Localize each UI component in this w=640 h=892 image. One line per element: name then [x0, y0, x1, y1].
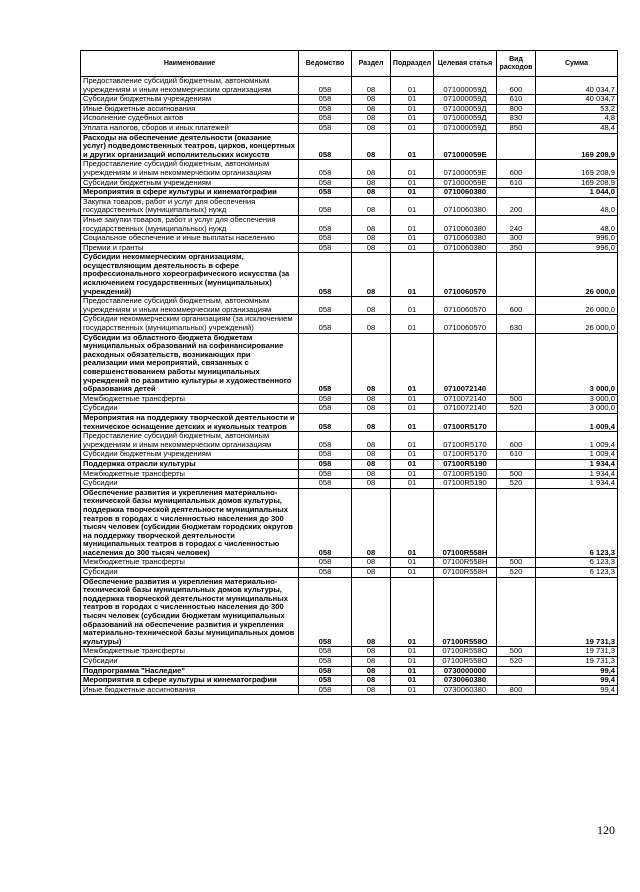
row-article-cell: 0730060380 [434, 676, 497, 686]
row-exp-type-cell: 600 [497, 77, 536, 95]
row-sum-cell: 996,0 [536, 243, 618, 253]
row-exp-type-cell: 600 [497, 160, 536, 178]
row-name-cell: Предоставление субсидий бюджетным, автономным учреждениям и иным некоммерческим организациям [81, 432, 299, 450]
row-dept-cell: 058 [299, 666, 352, 676]
row-section-cell: 08 [352, 676, 391, 686]
row-name-cell: Межбюджетные трансферты [81, 394, 299, 404]
row-exp-type-cell: 350 [497, 243, 536, 253]
row-section-cell: 08 [352, 104, 391, 114]
row-subsection-cell: 01 [391, 432, 434, 450]
row-article-cell: 0710072140 [434, 404, 497, 414]
row-sum-cell: 26 000,0 [536, 315, 618, 333]
row-subsection-cell: 01 [391, 243, 434, 253]
row-sum-cell: 1 934,4 [536, 469, 618, 479]
row-sum-cell: 19 731,3 [536, 647, 618, 657]
row-name-cell: Закупка товаров, работ и услуг для обеспечения государственных (муниципальных) нужд [81, 197, 299, 215]
row-dept-cell: 058 [299, 253, 352, 297]
row-section-cell: 08 [352, 315, 391, 333]
row-subsection-cell: 01 [391, 685, 434, 695]
row-article-cell: 07100R5170 [434, 413, 497, 431]
row-dept-cell: 058 [299, 685, 352, 695]
row-name-cell: Социальное обеспечение и иные выплаты населению [81, 234, 299, 244]
row-article-cell: 0710060380 [434, 215, 497, 233]
row-subsection-cell: 01 [391, 77, 434, 95]
row-dept-cell: 058 [299, 647, 352, 657]
row-name-cell: Предоставление субсидий бюджетным, автономным учреждениям и иным некоммерческим организациям [81, 160, 299, 178]
row-article-cell: 0710060380 [434, 234, 497, 244]
row-subsection-cell: 01 [391, 450, 434, 460]
row-section-cell: 08 [352, 297, 391, 315]
row-name-cell: Мероприятия в сфере культуры и кинематографии [81, 188, 299, 198]
row-name-cell: Обеспечение развития и укрепления материально-технической базы муниципальных домов культуры, поддержка творческой деятельности муниципальных театров в городах с численностью населения до 300 тысяч человек (субсидии бюджетам городских округов на поддержку творческой деятельности муниципальных театров в городах с численностью населения до 300 тысяч человек) [81, 488, 299, 558]
row-dept-cell: 058 [299, 215, 352, 233]
row-name-cell: Исполнение судебных актов [81, 114, 299, 124]
row-sum-cell: 1 009,4 [536, 450, 618, 460]
row-subsection-cell: 01 [391, 297, 434, 315]
row-exp-type-cell [497, 488, 536, 558]
row-sum-cell: 1 934,4 [536, 459, 618, 469]
row-article-cell: 07100R5190 [434, 459, 497, 469]
row-name-cell: Субсидии бюджетным учреждениям [81, 178, 299, 188]
row-subsection-cell: 01 [391, 404, 434, 414]
row-name-cell: Межбюджетные трансферты [81, 469, 299, 479]
column-header-subsection: Подраздел [391, 51, 434, 77]
table-row [81, 568, 618, 578]
row-dept-cell: 058 [299, 133, 352, 160]
row-section-cell: 08 [352, 666, 391, 676]
row-name-cell: Межбюджетные трансферты [81, 647, 299, 657]
row-section-cell: 08 [352, 243, 391, 253]
row-exp-type-cell: 520 [497, 568, 536, 578]
row-exp-type-cell: 520 [497, 404, 536, 414]
row-dept-cell: 058 [299, 394, 352, 404]
table-row [81, 133, 618, 160]
row-sum-cell: 53,2 [536, 104, 618, 114]
row-sum-cell: 48,0 [536, 197, 618, 215]
row-exp-type-cell [497, 333, 536, 394]
row-article-cell: 07100R5190 [434, 469, 497, 479]
row-article-cell: 07100R558Н [434, 558, 497, 568]
row-exp-type-cell: 520 [497, 657, 536, 667]
row-subsection-cell: 01 [391, 676, 434, 686]
table-row [81, 188, 618, 198]
row-exp-type-cell: 850 [497, 123, 536, 133]
row-article-cell: 0710060570 [434, 253, 497, 297]
row-section-cell: 08 [352, 77, 391, 95]
row-name-cell: Субсидии некоммерческим организациям, осуществляющим деятельность в сфере профессионального хореографического искусства (за исключением государственных (муниципальных) учреждений) [81, 253, 299, 297]
row-exp-type-cell: 600 [497, 297, 536, 315]
row-subsection-cell: 01 [391, 133, 434, 160]
row-sum-cell: 3 000,0 [536, 333, 618, 394]
table-row [81, 469, 618, 479]
row-section-cell: 08 [352, 253, 391, 297]
table-row [81, 197, 618, 215]
column-header-article: Целевая статья [434, 51, 497, 77]
row-sum-cell: 99,4 [536, 676, 618, 686]
row-article-cell: 0730000000 [434, 666, 497, 676]
row-subsection-cell: 01 [391, 333, 434, 394]
row-name-cell: Иные бюджетные ассигнования [81, 104, 299, 114]
row-exp-type-cell [497, 253, 536, 297]
row-article-cell: 071000059Д [434, 114, 497, 124]
table-row [81, 558, 618, 568]
row-sum-cell: 19 731,3 [536, 657, 618, 667]
row-name-cell: Субсидии [81, 568, 299, 578]
row-name-cell: Подпрограмма "Наследие" [81, 666, 299, 676]
row-subsection-cell: 01 [391, 568, 434, 578]
row-name-cell: Предоставление субсидий бюджетным, автономным учреждениям и иным некоммерческим организациям [81, 77, 299, 95]
row-exp-type-cell [497, 413, 536, 431]
column-header-name: Наименование [81, 51, 299, 77]
row-section-cell: 08 [352, 178, 391, 188]
row-section-cell: 08 [352, 450, 391, 460]
row-subsection-cell: 01 [391, 215, 434, 233]
row-dept-cell: 058 [299, 114, 352, 124]
row-subsection-cell: 01 [391, 234, 434, 244]
row-sum-cell: 1 009,4 [536, 413, 618, 431]
row-article-cell: 0710060380 [434, 188, 497, 198]
row-subsection-cell: 01 [391, 666, 434, 676]
row-exp-type-cell: 600 [497, 432, 536, 450]
table-row [81, 404, 618, 414]
row-dept-cell: 058 [299, 413, 352, 431]
row-name-cell: Субсидии [81, 657, 299, 667]
row-section-cell: 08 [352, 657, 391, 667]
row-article-cell: 0710072140 [434, 333, 497, 394]
row-sum-cell: 48,4 [536, 123, 618, 133]
row-sum-cell: 99,4 [536, 666, 618, 676]
row-subsection-cell: 01 [391, 394, 434, 404]
row-exp-type-cell: 500 [497, 394, 536, 404]
row-section-cell: 08 [352, 488, 391, 558]
row-exp-type-cell: 520 [497, 479, 536, 489]
row-article-cell: 07100R558О [434, 577, 497, 647]
table-row [81, 450, 618, 460]
row-sum-cell: 3 000,0 [536, 394, 618, 404]
row-section-cell: 08 [352, 568, 391, 578]
row-subsection-cell: 01 [391, 413, 434, 431]
row-sum-cell: 40 034,7 [536, 95, 618, 105]
row-dept-cell: 058 [299, 404, 352, 414]
row-sum-cell: 6 123,3 [536, 568, 618, 578]
row-article-cell: 0710060380 [434, 243, 497, 253]
table-row [81, 160, 618, 178]
row-dept-cell: 058 [299, 95, 352, 105]
row-subsection-cell: 01 [391, 459, 434, 469]
column-header-sum: Сумма [536, 51, 618, 77]
row-name-cell: Предоставление субсидий бюджетным, автономным учреждениям и иным некоммерческим организациям [81, 297, 299, 315]
row-section-cell: 08 [352, 469, 391, 479]
row-exp-type-cell: 200 [497, 197, 536, 215]
row-subsection-cell: 01 [391, 178, 434, 188]
table-row [81, 657, 618, 667]
row-name-cell: Поддержка отрасли культуры [81, 459, 299, 469]
row-sum-cell: 3 000,0 [536, 404, 618, 414]
row-section-cell: 08 [352, 558, 391, 568]
row-dept-cell: 058 [299, 178, 352, 188]
row-exp-type-cell: 610 [497, 178, 536, 188]
row-dept-cell: 058 [299, 568, 352, 578]
table-row [81, 234, 618, 244]
table-row [81, 243, 618, 253]
row-subsection-cell: 01 [391, 95, 434, 105]
table-row [81, 432, 618, 450]
row-exp-type-cell [497, 577, 536, 647]
table-row [81, 297, 618, 315]
row-dept-cell: 058 [299, 558, 352, 568]
row-sum-cell: 169 208,9 [536, 178, 618, 188]
row-subsection-cell: 01 [391, 577, 434, 647]
row-exp-type-cell: 630 [497, 315, 536, 333]
row-dept-cell: 058 [299, 197, 352, 215]
table-row [81, 459, 618, 469]
row-article-cell: 071000059Д [434, 95, 497, 105]
table-row [81, 178, 618, 188]
row-section-cell: 08 [352, 234, 391, 244]
table-row [81, 114, 618, 124]
row-dept-cell: 058 [299, 432, 352, 450]
row-sum-cell: 4,8 [536, 114, 618, 124]
row-subsection-cell: 01 [391, 104, 434, 114]
row-article-cell: 071000059Д [434, 104, 497, 114]
table-body [81, 77, 618, 695]
row-subsection-cell: 01 [391, 197, 434, 215]
row-name-cell: Субсидии бюджетным учреждениям [81, 450, 299, 460]
table-row [81, 488, 618, 558]
row-section-cell: 08 [352, 394, 391, 404]
row-section-cell: 08 [352, 577, 391, 647]
column-header-exp-type: Вид расходов [497, 51, 536, 77]
row-exp-type-cell [497, 133, 536, 160]
row-dept-cell: 058 [299, 577, 352, 647]
row-name-cell: Иные бюджетные ассигнования [81, 685, 299, 695]
row-dept-cell: 058 [299, 297, 352, 315]
row-sum-cell: 26 000,0 [536, 297, 618, 315]
row-exp-type-cell: 610 [497, 450, 536, 460]
row-article-cell: 07100R5170 [434, 432, 497, 450]
row-dept-cell: 058 [299, 243, 352, 253]
row-article-cell: 07100R558Н [434, 488, 497, 558]
row-exp-type-cell: 500 [497, 558, 536, 568]
row-sum-cell: 1 009,4 [536, 432, 618, 450]
row-article-cell: 071000059Е [434, 133, 497, 160]
row-dept-cell: 058 [299, 123, 352, 133]
row-dept-cell: 058 [299, 104, 352, 114]
row-subsection-cell: 01 [391, 469, 434, 479]
row-section-cell: 08 [352, 188, 391, 198]
row-exp-type-cell: 500 [497, 469, 536, 479]
row-article-cell: 07100R5170 [434, 450, 497, 460]
row-exp-type-cell: 500 [497, 647, 536, 657]
row-dept-cell: 058 [299, 450, 352, 460]
row-name-cell: Мероприятия в сфере культуры и кинематографии [81, 676, 299, 686]
row-dept-cell: 058 [299, 459, 352, 469]
row-name-cell: Субсидии бюджетным учреждениям [81, 95, 299, 105]
row-section-cell: 08 [352, 197, 391, 215]
column-header-section: Раздел [352, 51, 391, 77]
row-article-cell: 0730060380 [434, 685, 497, 695]
row-name-cell: Субсидии [81, 404, 299, 414]
row-sum-cell: 26 000,0 [536, 253, 618, 297]
row-subsection-cell: 01 [391, 647, 434, 657]
page-number: 120 [597, 823, 615, 837]
row-sum-cell: 1 044,0 [536, 188, 618, 198]
row-dept-cell: 058 [299, 188, 352, 198]
row-article-cell: 071000059Д [434, 77, 497, 95]
row-dept-cell: 058 [299, 234, 352, 244]
row-section-cell: 08 [352, 123, 391, 133]
row-dept-cell: 058 [299, 676, 352, 686]
row-sum-cell: 169 208,9 [536, 133, 618, 160]
row-article-cell: 0710072140 [434, 394, 497, 404]
row-name-cell: Субсидии [81, 479, 299, 489]
row-subsection-cell: 01 [391, 488, 434, 558]
row-subsection-cell: 01 [391, 315, 434, 333]
row-exp-type-cell [497, 188, 536, 198]
table-header-row [81, 51, 618, 77]
row-dept-cell: 058 [299, 657, 352, 667]
row-exp-type-cell [497, 666, 536, 676]
row-exp-type-cell: 800 [497, 685, 536, 695]
row-dept-cell: 058 [299, 469, 352, 479]
row-sum-cell: 1 934,4 [536, 479, 618, 489]
row-subsection-cell: 01 [391, 558, 434, 568]
row-exp-type-cell: 610 [497, 95, 536, 105]
row-subsection-cell: 01 [391, 123, 434, 133]
row-name-cell: Субсидии из областного бюджета бюджетам муниципальных образований на софинансирование расходных обязательств, возникающих при реализации ими мероприятий, связанных с совершенствованием работы муниципальных учреждений по развитию культуры и художественного образования детей [81, 333, 299, 394]
row-dept-cell: 058 [299, 160, 352, 178]
row-subsection-cell: 01 [391, 657, 434, 667]
row-sum-cell: 99,4 [536, 685, 618, 695]
row-section-cell: 08 [352, 647, 391, 657]
row-name-cell: Иные закупки товаров, работ и услуг для обеспечения государственных (муниципальных) нужд [81, 215, 299, 233]
table-row [81, 104, 618, 114]
table-row [81, 123, 618, 133]
row-exp-type-cell: 300 [497, 234, 536, 244]
table-row [81, 413, 618, 431]
row-subsection-cell: 01 [391, 253, 434, 297]
row-section-cell: 08 [352, 333, 391, 394]
row-section-cell: 08 [352, 95, 391, 105]
row-article-cell: 0710060570 [434, 297, 497, 315]
table-row [81, 315, 618, 333]
row-section-cell: 08 [352, 685, 391, 695]
row-section-cell: 08 [352, 432, 391, 450]
row-sum-cell: 996,0 [536, 234, 618, 244]
row-section-cell: 08 [352, 215, 391, 233]
row-name-cell: Уплата налогов, сборов и иных платежей [81, 123, 299, 133]
row-article-cell: 07100R558Н [434, 568, 497, 578]
budget-table [80, 50, 618, 695]
column-header-dept: Ведомство [299, 51, 352, 77]
row-dept-cell: 058 [299, 488, 352, 558]
row-section-cell: 08 [352, 114, 391, 124]
row-article-cell: 0710060380 [434, 197, 497, 215]
table-row [81, 95, 618, 105]
row-article-cell: 071000059Е [434, 178, 497, 188]
row-dept-cell: 058 [299, 333, 352, 394]
row-section-cell: 08 [352, 459, 391, 469]
row-sum-cell: 169 208,9 [536, 160, 618, 178]
row-exp-type-cell [497, 676, 536, 686]
table-row [81, 676, 618, 686]
row-section-cell: 08 [352, 404, 391, 414]
row-article-cell: 07100R558О [434, 657, 497, 667]
row-section-cell: 08 [352, 160, 391, 178]
table-row [81, 253, 618, 297]
row-section-cell: 08 [352, 413, 391, 431]
row-dept-cell: 058 [299, 479, 352, 489]
row-subsection-cell: 01 [391, 479, 434, 489]
row-sum-cell: 48,0 [536, 215, 618, 233]
row-name-cell: Обеспечение развития и укрепления материально-технической базы муниципальных домов культуры, поддержка творческой деятельности муниципальных театров в городах с численностью населения до 300 тысяч человек (субсидии бюджетам муниципальных образований на обеспечение развития и укрепления материально-технической базы муниципальных домов культуры) [81, 577, 299, 647]
table-row [81, 215, 618, 233]
row-exp-type-cell: 800 [497, 104, 536, 114]
row-article-cell: 07100R5190 [434, 479, 497, 489]
table-row [81, 479, 618, 489]
row-subsection-cell: 01 [391, 160, 434, 178]
row-subsection-cell: 01 [391, 188, 434, 198]
row-name-cell: Расходы на обеспечение деятельности (оказание услуг) подведомственных театров, цирков, концертных и других организаций исполнительских искусств [81, 133, 299, 160]
table-row [81, 577, 618, 647]
row-sum-cell: 19 731,3 [536, 577, 618, 647]
row-article-cell: 0710060570 [434, 315, 497, 333]
row-name-cell: Субсидии некоммерческим организациям (за исключением государственных (муниципальных) учреждений) [81, 315, 299, 333]
row-name-cell: Премии и гранты [81, 243, 299, 253]
row-name-cell: Мероприятия на поддержку творческой деятельности и техническое оснащение детских и кукольных театров [81, 413, 299, 431]
row-subsection-cell: 01 [391, 114, 434, 124]
table-row [81, 647, 618, 657]
row-dept-cell: 058 [299, 77, 352, 95]
row-name-cell: Межбюджетные трансферты [81, 558, 299, 568]
row-article-cell: 071000059Д [434, 123, 497, 133]
row-sum-cell: 6 123,3 [536, 558, 618, 568]
row-section-cell: 08 [352, 133, 391, 160]
table-row [81, 685, 618, 695]
row-section-cell: 08 [352, 479, 391, 489]
row-article-cell: 07100R558О [434, 647, 497, 657]
row-dept-cell: 058 [299, 315, 352, 333]
table-row [81, 394, 618, 404]
table-row [81, 666, 618, 676]
row-sum-cell: 40 034,7 [536, 77, 618, 95]
row-exp-type-cell: 830 [497, 114, 536, 124]
row-exp-type-cell [497, 459, 536, 469]
row-article-cell: 071000059Е [434, 160, 497, 178]
row-sum-cell: 6 123,3 [536, 488, 618, 558]
table-row [81, 77, 618, 95]
row-exp-type-cell: 240 [497, 215, 536, 233]
table-row [81, 333, 618, 394]
